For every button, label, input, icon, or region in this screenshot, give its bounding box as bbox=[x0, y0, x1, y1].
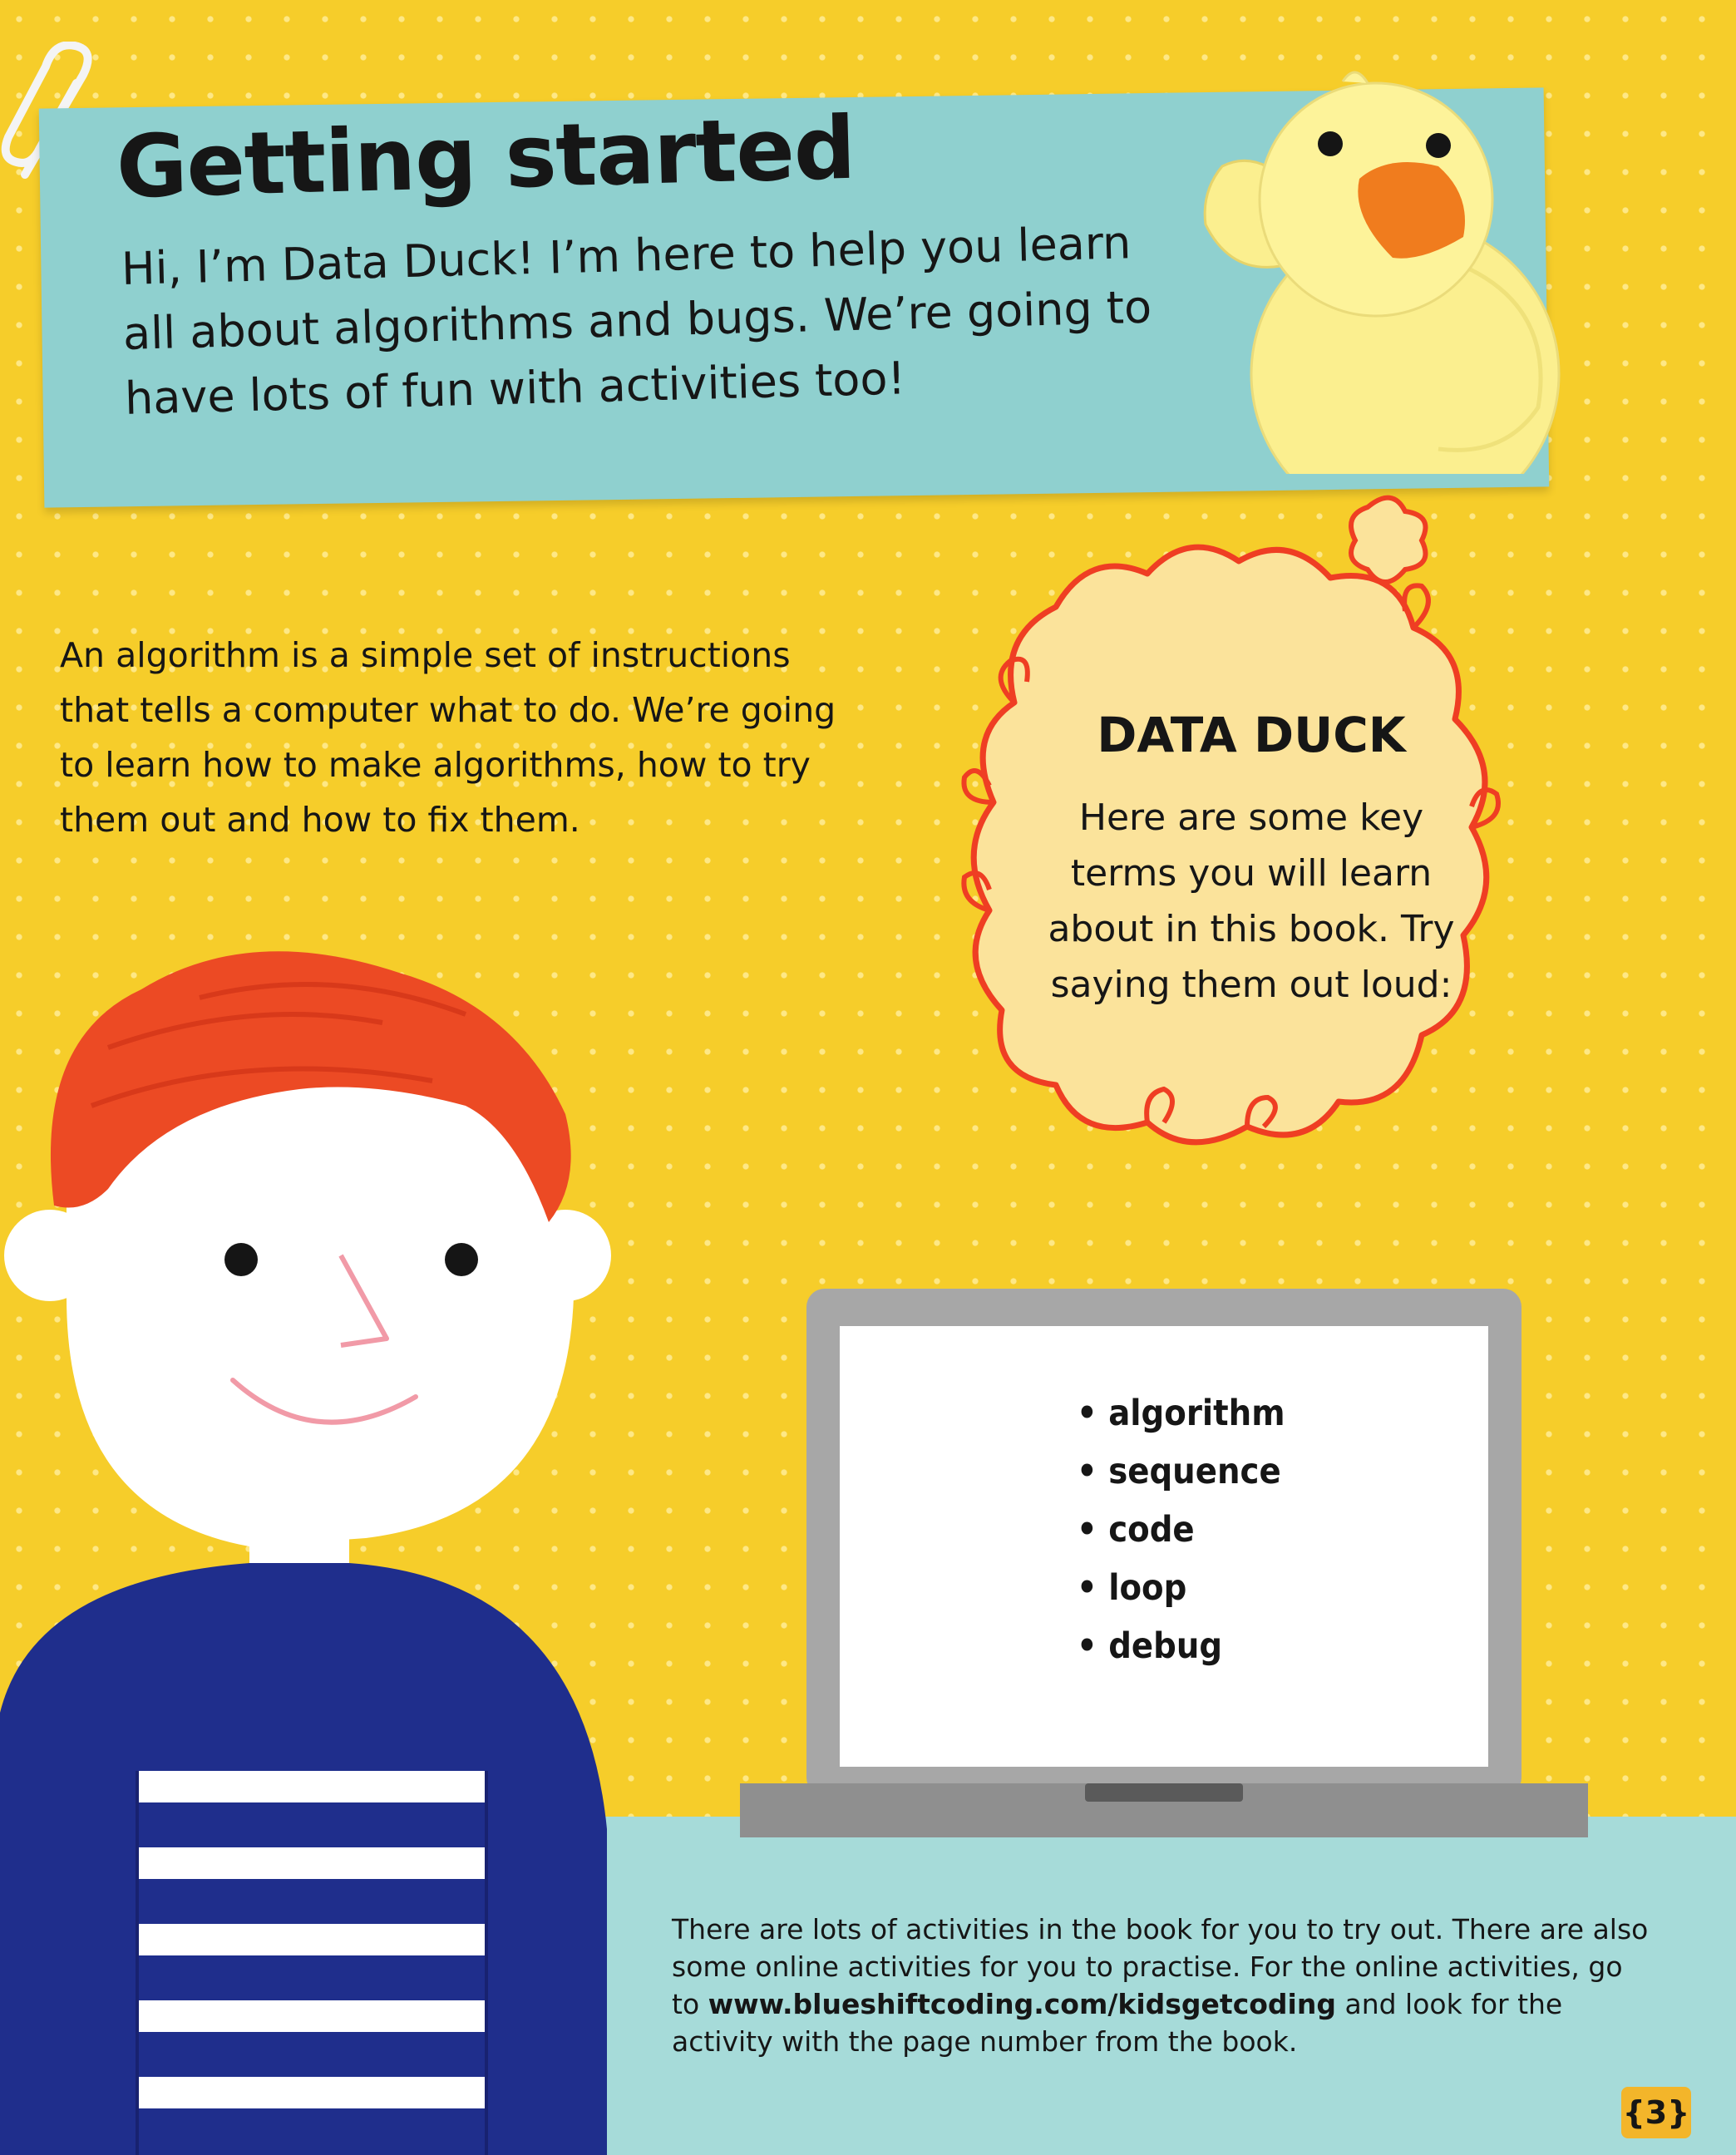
footer-text-before: There are lots of activities in the book for you to try out. There are also some online activities for you to practise. For the online activities, go to bbox=[672, 1913, 1649, 2020]
footer-text-after: and look for the activity with the page number from the book. bbox=[672, 1988, 1563, 2058]
boy-illustration bbox=[0, 831, 632, 2155]
intro-text: Hi, I’m Data Duck! I’m here to help you learn all about algorithms and bugs. We’re going to have lots of fun with activities too! bbox=[121, 216, 1152, 425]
page-title: Getting started bbox=[115, 96, 856, 218]
thought-bubble-text: Here are some key terms you will learn about in this book. Try saying them out loud: bbox=[1048, 796, 1455, 1006]
term-item: • algorithm bbox=[1077, 1384, 1285, 1442]
term-item: • sequence bbox=[1077, 1442, 1285, 1501]
duck-illustration bbox=[1189, 58, 1571, 474]
key-terms-list bbox=[1077, 1384, 1285, 1675]
footer-text bbox=[672, 1911, 1653, 2060]
term-item: • code bbox=[1077, 1501, 1285, 1559]
intro-paragraph: An algorithm is a simple set of instructions that tells a computer what to do. We’re going to learn how to make algorithms, how to try them out and how to fix them. bbox=[60, 635, 836, 840]
thought-bubble-heading: DATA DUCK bbox=[1097, 707, 1406, 763]
page-number: {3} bbox=[1621, 2087, 1691, 2138]
term-item: • loop bbox=[1077, 1559, 1285, 1617]
term-item: • debug bbox=[1077, 1617, 1285, 1675]
footer-link[interactable]: www.blueshiftcoding.com/kidsgetcoding bbox=[708, 1988, 1336, 2020]
